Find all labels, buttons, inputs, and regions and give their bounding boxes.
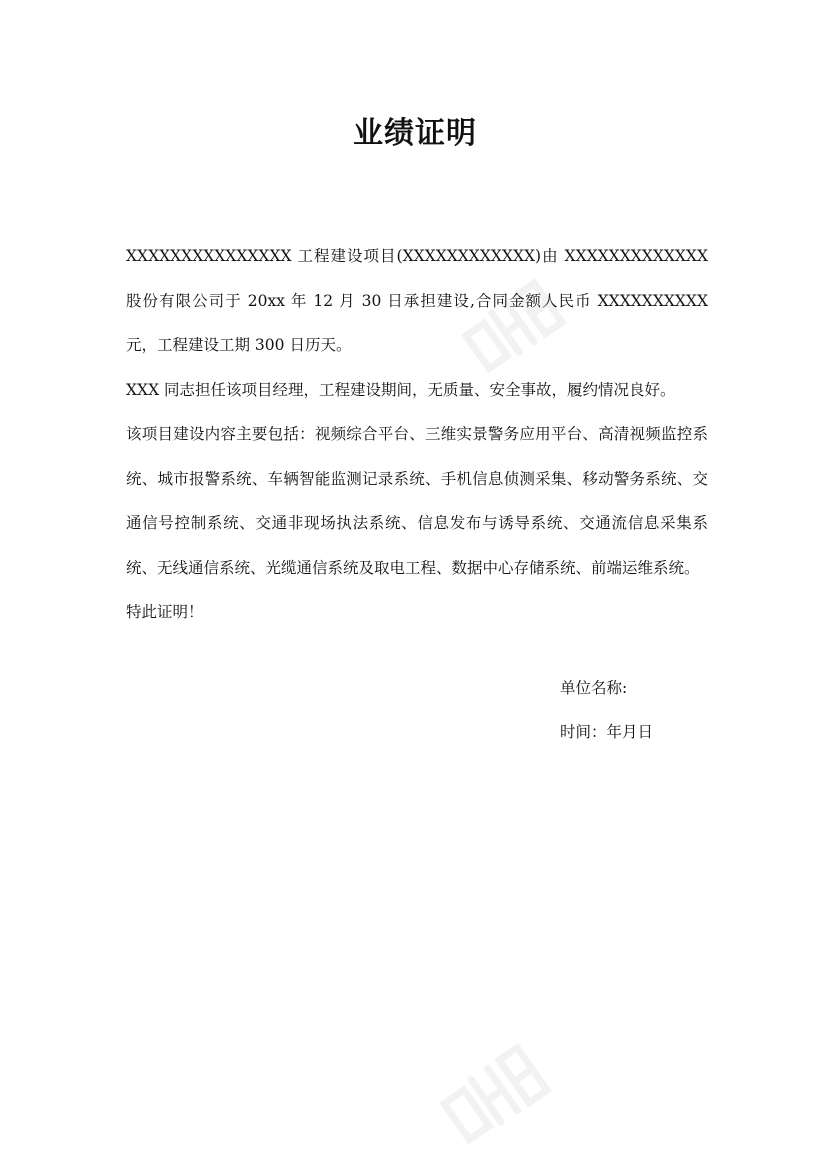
unit-name-label: 单位名称: bbox=[560, 679, 628, 697]
watermark-logo-icon bbox=[428, 1030, 558, 1160]
date-label: 时间：年月日 bbox=[560, 723, 654, 741]
closing-paragraph: 特此证明！ bbox=[126, 603, 204, 621]
scope-paragraph: 该项目建设内容主要包括：视频综合平台、三维实景警务应用平台、高清视频监控系统、城市报警系统、车辆智能监测记录系统、手机信息侦测采集、移动警务系统、交通信号控制系统、交通非现场执法系统、信息发布与诱导系统、交通流信息采集系统、无线通信系统、光缆通信系统及取电工程、数据中心存储系统、前端运维系统。 bbox=[126, 425, 708, 577]
project-paragraph: XXXXXXXXXXXXXXX 工程建设项目(XXXXXXXXXXXX)由 XXXXXXXXXXXXX 股份有限公司于 20xx 年 12 月 30 日承担建设,合同金额人民币 XXXXXXXXXX 元，工程建设工期 300 日历天。 bbox=[126, 247, 708, 354]
page-title: 业绩证明 bbox=[353, 116, 477, 151]
document-body bbox=[126, 234, 708, 635]
manager-paragraph: XXX 同志担任该项目经理，工程建设期间，无质量、安全事故，履约情况良好。 bbox=[126, 380, 676, 399]
